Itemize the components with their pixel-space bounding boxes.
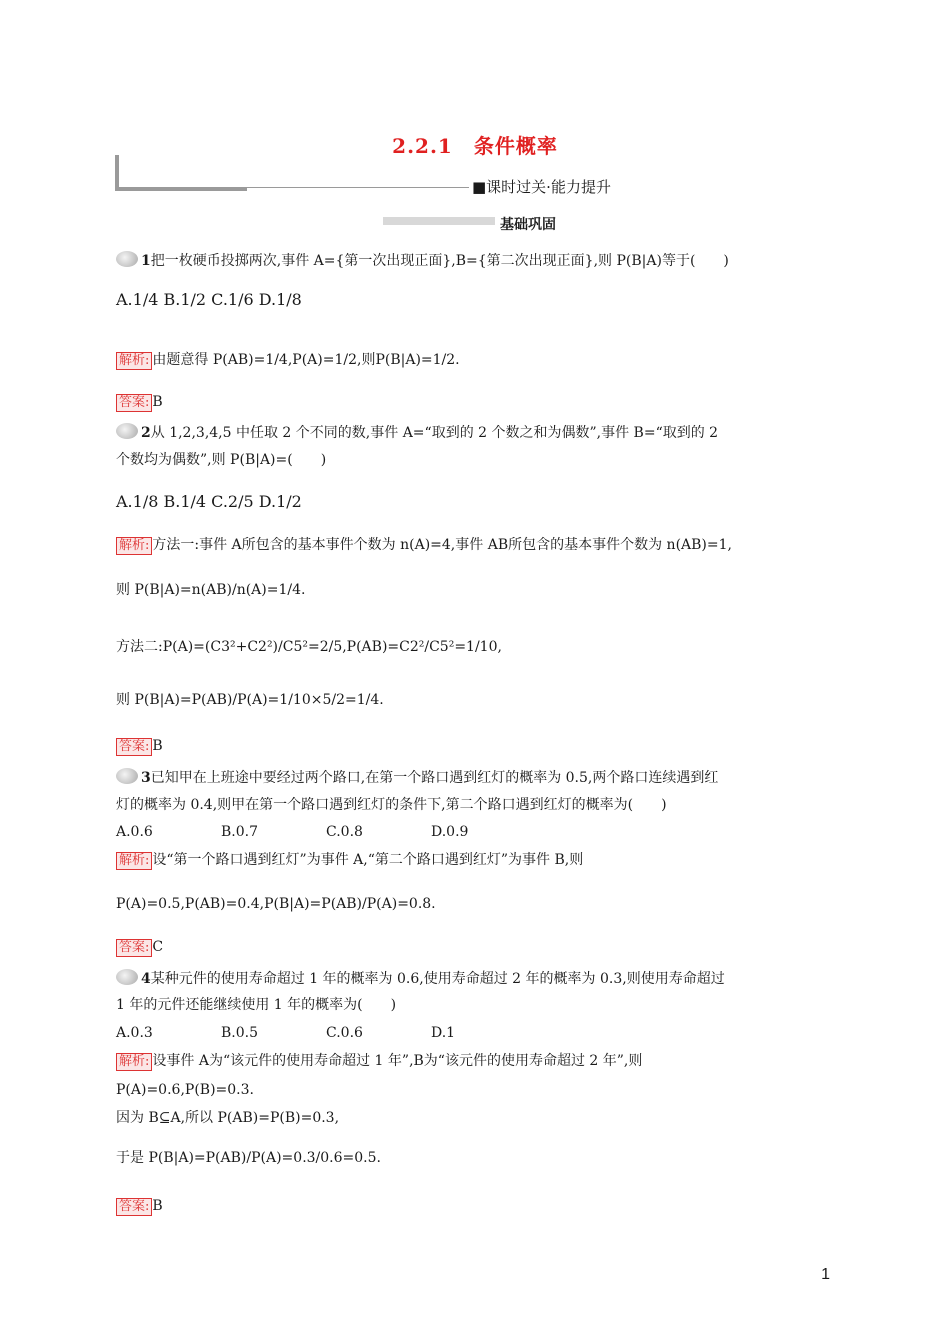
header-rule-thin [247, 187, 469, 188]
question-4: 4某种元件的使用寿命超过 1 年的概率为 0.6,使用寿命超过 2 年的概率为 0.3,则使用寿命超过 [116, 966, 836, 992]
bullet-icon [116, 251, 138, 267]
header-rule-thick [115, 187, 247, 191]
header-tag: ■课时过关·能力提升 [472, 178, 611, 196]
q4-analysis-1: 解析: 设事件 A为“该元件的使用寿命超过 1 年”,B为“该元件的使用寿命超过 2 年”,则 [116, 1051, 642, 1071]
page-number: 1 [821, 1266, 830, 1283]
q3-options: A.0.6 B.0.7 C.0.8 D.0.9 [116, 824, 469, 840]
bullet-icon [116, 423, 138, 439]
q1-options: A.1/4 B.1/2 C.1/6 D.1/8 [116, 290, 302, 309]
question-2-cont: 个数均为偶数”,则 P(B|A)=( ) [116, 452, 327, 468]
page-title: 2.2.1 条件概率 [392, 134, 558, 158]
question-3: 3已知甲在上班途中要经过两个路口,在第一个路口遇到红灯的概率为 0.5,两个路口连续遇到红 [116, 765, 836, 791]
q2-answer: 答案: B [116, 736, 163, 756]
q2-analysis-3: 方法二:P(A)=(C3²+C2²)/C5²=2/5,P(AB)=C2²/C5²=1/10, [116, 639, 502, 655]
q4-options: A.0.3 B.0.5 C.0.6 D.1 [116, 1025, 456, 1041]
header-rule-vertical [115, 155, 119, 191]
q3-analysis-1: 解析: 设“第一个路口遇到红灯”为事件 A,“第二个路口遇到红灯”为事件 B,则 [116, 850, 583, 870]
question-3-cont: 灯的概率为 0.4,则甲在第一个路口遇到红灯的条件下,第二个路口遇到红灯的概率为( ) [116, 797, 667, 813]
q4-answer: 答案: B [116, 1196, 163, 1216]
q4-analysis-4: 于是 P(B|A)=P(AB)/P(A)=0.3/0.6=0.5. [116, 1150, 381, 1166]
bullet-icon [116, 768, 138, 784]
q1-answer: 答案: B [116, 392, 163, 412]
section-bar [383, 217, 495, 225]
question-2: 2从 1,2,3,4,5 中任取 2 个不同的数,事件 A=“取到的 2 个数之和为偶数”,事件 B=“取到的 2 [116, 420, 836, 446]
q3-analysis-2: P(A)=0.5,P(AB)=0.4,P(B|A)=P(AB)/P(A)=0.8. [116, 896, 436, 912]
q4-analysis-2: P(A)=0.6,P(B)=0.3. [116, 1082, 254, 1098]
q3-answer: 答案: C [116, 937, 163, 957]
q1-analysis: 解析: 由题意得 P(AB)=1/4,P(A)=1/2,则P(B|A)=1/2. [116, 342, 460, 378]
q2-analysis-1: 解析: 方法一:事件 A所包含的基本事件个数为 n(A)=4,事件 AB所包含的基本事件个数为 n(AB)=1, [116, 535, 732, 555]
q2-analysis-4: 则 P(B|A)=P(AB)/P(A)=1/10×5/2=1/4. [116, 692, 384, 708]
q2-analysis-2: 则 P(B|A)=n(AB)/n(A)=1/4. [116, 582, 306, 598]
bullet-icon [116, 969, 138, 985]
q4-analysis-3: 因为 B⊆A,所以 P(AB)=P(B)=0.3, [116, 1110, 340, 1126]
q2-options: A.1/8 B.1/4 C.2/5 D.1/2 [116, 492, 302, 511]
question-1: 1把一枚硬币投掷两次,事件 A={第一次出现正面},B={第二次出现正面},则 P(B|A)等于( ) [116, 248, 836, 274]
question-4-cont: 1 年的元件还能继续使用 1 年的概率为( ) [116, 997, 397, 1013]
section-title: 基础巩固 [500, 217, 556, 233]
